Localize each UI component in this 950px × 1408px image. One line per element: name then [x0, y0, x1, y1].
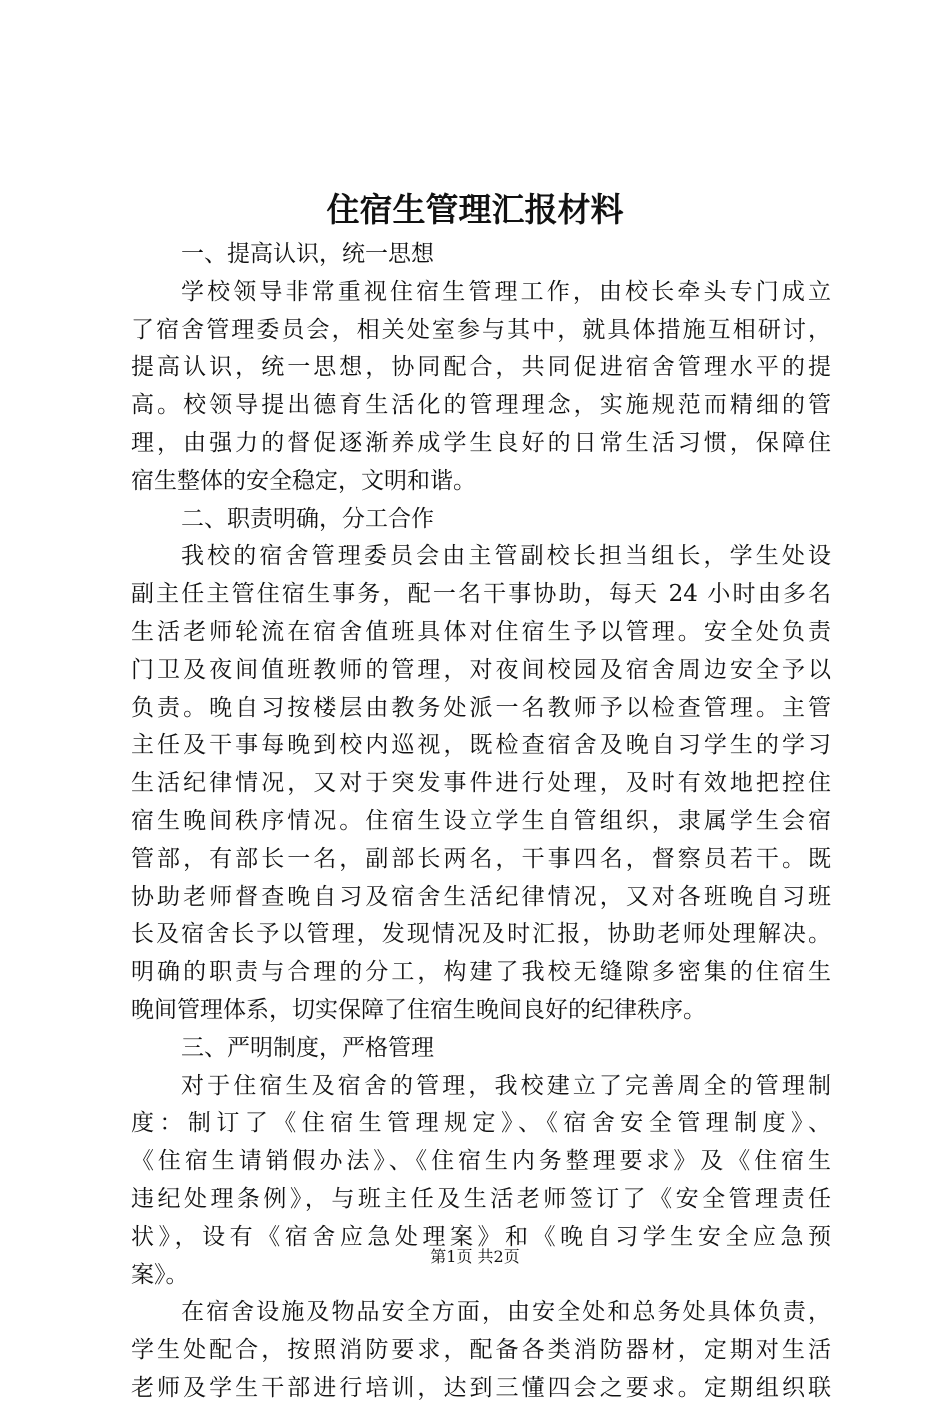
text-line: 宿生整体的安全稳定，文明和谐。 [131, 467, 476, 494]
text-line: 副主任主管住宿生事务，配一名干事协助，每天 24 小时由多名 [131, 581, 831, 608]
text-line: 管部，有部长一名，副部长两名，干事四名，督察员若干。既 [131, 845, 831, 872]
section-heading-1: 一、提高认识，统一思想 [181, 241, 434, 267]
text-line: 长及宿舍长予以管理，发现情况及时汇报，协助老师处理解决。 [131, 921, 831, 948]
text-line: 状》，设有《宿舍应急处理案》和《晚自习学生安全应急预 [131, 1223, 831, 1250]
text-line: 《住宿生请销假办法》、《住宿生内务整理要求》及《住宿生 [131, 1148, 831, 1175]
text-line: 负责。晚自习按楼层由教务处派一名教师予以检查管理。主管 [131, 694, 831, 721]
text-line: 协助老师督查晚自习及宿舍生活纪律情况，又对各班晚自习班 [131, 883, 831, 910]
text-line: 高。校领导提出德育生活化的管理理念，实施规范而精细的管 [131, 392, 831, 419]
text-line: 在宿舍设施及物品安全方面，由安全处和总务处具体负责， [181, 1299, 831, 1326]
text-line: 主任及干事每晚到校内巡视，既检查宿舍及晚自习学生的学习 [131, 732, 831, 759]
text-line: 我校的宿舍管理委员会由主管副校长担当组长，学生处设 [181, 543, 831, 570]
document-title: 住宿生管理汇报材料 [326, 190, 624, 229]
text-line: 明确的职责与合理的分工，构建了我校无缝隙多密集的住宿生 [131, 959, 831, 986]
text-line: 学生处配合，按照消防要求，配备各类消防器材，定期对生活 [131, 1337, 831, 1364]
text-line: 了宿舍管理委员会，相关处室参与其中，就具体措施互相研讨， [131, 316, 831, 343]
text-line: 门卫及夜间值班教师的管理，对夜间校园及宿舍周边安全予以 [131, 656, 831, 683]
text-line: 提高认识，统一思想，协同配合，共同促进宿舍管理水平的提 [131, 354, 831, 381]
text-line: 老师及学生干部进行培训，达到三懂四会之要求。定期组织联 [131, 1374, 831, 1401]
text-line: 对于住宿生及宿舍的管理，我校建立了完善周全的管理制 [181, 1072, 831, 1099]
text-line: 生活纪律情况，又对于突发事件进行处理，及时有效地把控住 [131, 770, 831, 797]
document-body [131, 236, 831, 1408]
text-line: 度：制订了《住宿生管理规定》、《宿舍安全管理制度》、 [131, 1110, 831, 1137]
text-line: 学校领导非常重视住宿生管理工作，由校长牵头专门成立 [181, 278, 831, 305]
text-line: 违纪处理条例》，与班主任及生活老师签订了《安全管理责任 [131, 1185, 831, 1212]
section-heading-2: 二、职责明确，分工合作 [181, 505, 434, 532]
section-heading-3: 三、严明制度，严格管理 [181, 1034, 434, 1061]
text-line: 晚间管理体系，切实保障了住宿生晚间良好的纪律秩序。 [131, 996, 706, 1023]
text-line: 理，由强力的督促逐渐养成学生良好的日常生活习惯，保障住 [131, 429, 831, 456]
text-line: 宿生晚间秩序情况。住宿生设立学生自管组织，隶属学生会宿 [131, 807, 831, 834]
text-line: 案》。 [131, 1261, 189, 1288]
page-footer: 第1页 共2页 [430, 1247, 520, 1266]
text-line: 生活老师轮流在宿舍值班具体对住宿生予以管理。安全处负责 [131, 618, 831, 645]
